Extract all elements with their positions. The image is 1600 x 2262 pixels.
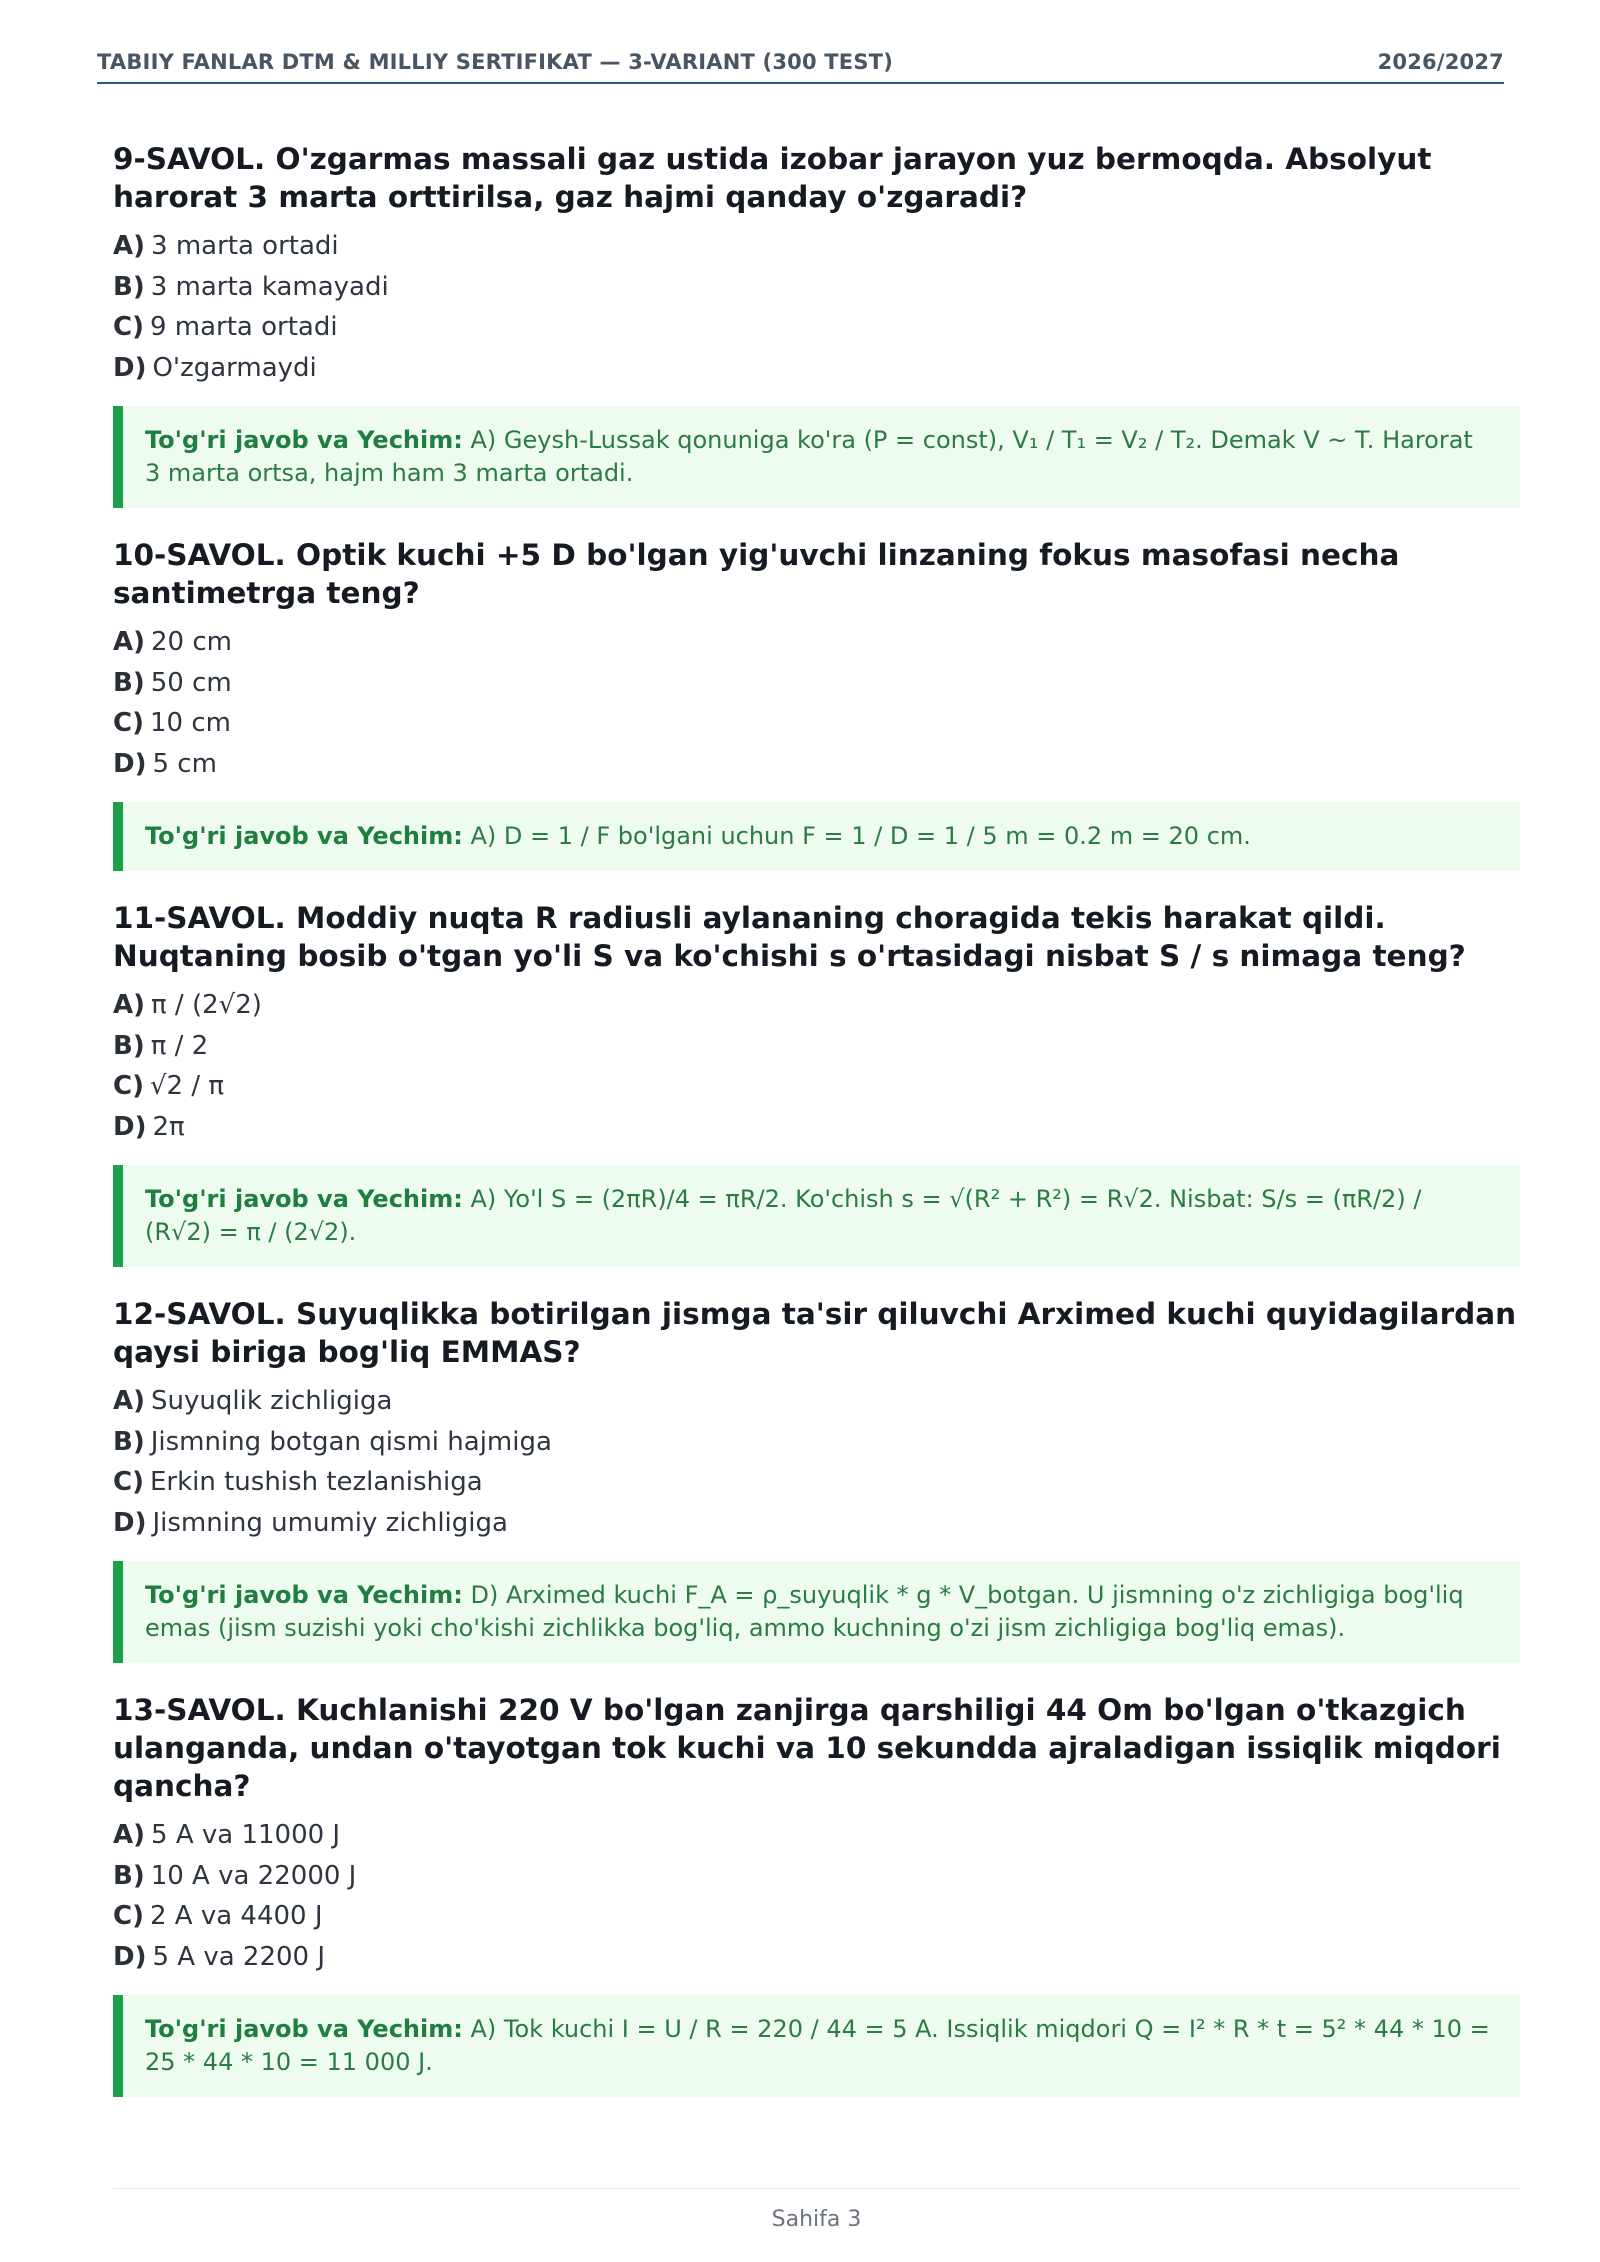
question-title: 11-SAVOL. Moddiy nuqta R radiusli aylananing choragida tekis harakat qildi. Nuqtaning bosib o'tgan yo'li S va ko'chishi s o'rtasidagi nisbat S / s nimaga teng? bbox=[113, 901, 1466, 973]
solution-text: A) D = 1 / F bo'lgani uchun F = 1 / D = 1 / 5 m = 0.2 m = 20 cm. bbox=[470, 822, 1251, 850]
option-letter: D) bbox=[113, 1507, 147, 1538]
option-c bbox=[113, 703, 1520, 744]
option-c bbox=[113, 1066, 1520, 1107]
option-letter: A) bbox=[113, 231, 146, 261]
option-a bbox=[113, 1815, 1520, 1856]
option-letter: B) bbox=[113, 667, 145, 698]
option-text: O'zgarmaydi bbox=[152, 352, 317, 383]
option-d bbox=[113, 1937, 1520, 1978]
option-letter: B) bbox=[113, 1426, 145, 1457]
option-a bbox=[113, 985, 1520, 1026]
solution-box bbox=[113, 1561, 1520, 1663]
option-letter: A) bbox=[113, 1386, 146, 1416]
option-a bbox=[113, 622, 1520, 663]
option-letter: D) bbox=[113, 748, 147, 779]
question-12 bbox=[113, 1295, 1520, 1663]
option-letter: D) bbox=[113, 1111, 147, 1142]
questions-list bbox=[113, 140, 1520, 2125]
option-letter: A) bbox=[113, 627, 146, 657]
solution-text: A) Yo'l S = (2πR)/4 = πR/2. Ko'chish s = √(R² + R²) = R√2. Nisbat: S/s = (πR/2) / (R√2) = π / (2√2). bbox=[145, 1185, 1422, 1246]
option-letter: A) bbox=[113, 990, 146, 1020]
option-text: 5 A va 2200 J bbox=[152, 1941, 326, 1972]
option-text: 50 cm bbox=[150, 667, 232, 698]
option-text: 2π bbox=[152, 1111, 185, 1142]
option-c bbox=[113, 307, 1520, 348]
question-title: 12-SAVOL. Suyuqlikka botirilgan jismga ta'sir qiluvchi Arximed kuchi quyidagilardan qaysi biriga bog'liq EMMAS? bbox=[113, 1297, 1517, 1369]
solution-label: To'g'ri javob va Yechim: bbox=[145, 822, 463, 850]
option-b bbox=[113, 1422, 1520, 1463]
option-text: Jismning botgan qismi hajmiga bbox=[150, 1426, 552, 1457]
solution-text: D) Arximed kuchi F_A = ρ_suyuqlik * g * V_botgan. U jismning o'z zichligiga bog'liq emas (jism suzishi yoki cho'kishi zichlikka bog'liq, ammo kuchning o'zi jism zichligiga bog'liq emas). bbox=[145, 1581, 1464, 1642]
option-text: 20 cm bbox=[151, 627, 232, 657]
page-header bbox=[97, 50, 1504, 84]
option-text: π / (2√2) bbox=[151, 990, 262, 1020]
option-b bbox=[113, 1856, 1520, 1897]
option-text: √2 / π bbox=[149, 1071, 225, 1101]
option-text: 3 marta ortadi bbox=[151, 231, 339, 261]
option-text: π / 2 bbox=[150, 1030, 209, 1061]
question-title: 13-SAVOL. Kuchlanishi 220 V bo'lgan zanjirga qarshiligi 44 Om bo'lgan o'tkazgich ulanganda, undan o'tayotgan tok kuchi va 10 sekundda ajraladigan issiqlik miqdori qancha? bbox=[113, 1693, 1501, 1803]
option-b bbox=[113, 267, 1520, 308]
question-title: 10-SAVOL. Optik kuchi +5 D bo'lgan yig'uvchi linzaning fokus masofasi necha santimetrga teng? bbox=[113, 538, 1400, 610]
solution-label: To'g'ri javob va Yechim: bbox=[145, 2015, 463, 2043]
solution-text: A) Geysh-Lussak qonuniga ko'ra (P = const), V₁ / T₁ = V₂ / T₂. Demak V ~ T. Harorat 3 marta ortsa, hajm ham 3 marta ortadi. bbox=[145, 426, 1473, 487]
option-text: Erkin tushish tezlanishiga bbox=[149, 1467, 483, 1497]
answer-options bbox=[113, 622, 1520, 784]
solution-box bbox=[113, 406, 1520, 508]
option-d bbox=[113, 1107, 1520, 1148]
option-c bbox=[113, 1462, 1520, 1503]
option-text: 5 A va 11000 J bbox=[151, 1820, 341, 1850]
option-letter: D) bbox=[113, 352, 147, 383]
option-letter: B) bbox=[113, 271, 145, 302]
option-letter: C) bbox=[113, 1071, 144, 1101]
option-text: Suyuqlik zichligiga bbox=[151, 1386, 393, 1416]
option-letter: B) bbox=[113, 1030, 145, 1061]
question-13 bbox=[113, 1691, 1520, 2097]
option-d bbox=[113, 1503, 1520, 1544]
solution-label: To'g'ri javob va Yechim: bbox=[145, 1185, 463, 1213]
option-d bbox=[113, 348, 1520, 389]
academic-year: 2026/2027 bbox=[1377, 50, 1504, 74]
option-letter: C) bbox=[113, 312, 144, 342]
option-letter: A) bbox=[113, 1820, 146, 1850]
option-letter: C) bbox=[113, 708, 144, 738]
option-text: 10 cm bbox=[149, 708, 231, 738]
document-title: TABIIY FANLAR DTM & MILLIY SERTIFIKAT — 3-VARIANT (300 TEST) bbox=[97, 50, 893, 74]
solution-box bbox=[113, 802, 1520, 871]
option-letter: C) bbox=[113, 1467, 144, 1497]
option-a bbox=[113, 1381, 1520, 1422]
option-d bbox=[113, 744, 1520, 785]
option-c bbox=[113, 1896, 1520, 1937]
answer-options bbox=[113, 1381, 1520, 1543]
option-b bbox=[113, 1026, 1520, 1067]
page-footer bbox=[113, 2188, 1520, 2232]
option-text: 2 A va 4400 J bbox=[149, 1901, 323, 1931]
option-letter: D) bbox=[113, 1941, 147, 1972]
question-title: 9-SAVOL. O'zgarmas massali gaz ustida izobar jarayon yuz bermoqda. Absolyut harorat 3 marta orttirilsa, gaz hajmi qanday o'zgaradi? bbox=[113, 142, 1432, 214]
option-a bbox=[113, 226, 1520, 267]
page-number: Sahifa 3 bbox=[771, 2207, 862, 2232]
solution-box bbox=[113, 1995, 1520, 2097]
solution-label: To'g'ri javob va Yechim: bbox=[145, 1581, 463, 1609]
answer-options bbox=[113, 226, 1520, 388]
option-letter: B) bbox=[113, 1860, 145, 1891]
question-10 bbox=[113, 536, 1520, 871]
answer-options bbox=[113, 1815, 1520, 1977]
question-11 bbox=[113, 899, 1520, 1267]
question-9 bbox=[113, 140, 1520, 508]
option-b bbox=[113, 663, 1520, 704]
option-text: 5 cm bbox=[152, 748, 217, 779]
solution-text: A) Tok kuchi I = U / R = 220 / 44 = 5 A. Issiqlik miqdori Q = I² * R * t = 5² * 44 * 10 = 25 * 44 * 10 = 11 000 J. bbox=[145, 2015, 1490, 2076]
solution-label: To'g'ri javob va Yechim: bbox=[145, 426, 463, 454]
option-text: 9 marta ortadi bbox=[149, 312, 338, 342]
solution-box bbox=[113, 1165, 1520, 1267]
answer-options bbox=[113, 985, 1520, 1147]
option-text: 10 A va 22000 J bbox=[150, 1860, 357, 1891]
option-text: Jismning umumiy zichligiga bbox=[152, 1507, 508, 1538]
option-text: 3 marta kamayadi bbox=[150, 271, 389, 302]
option-letter: C) bbox=[113, 1901, 144, 1931]
